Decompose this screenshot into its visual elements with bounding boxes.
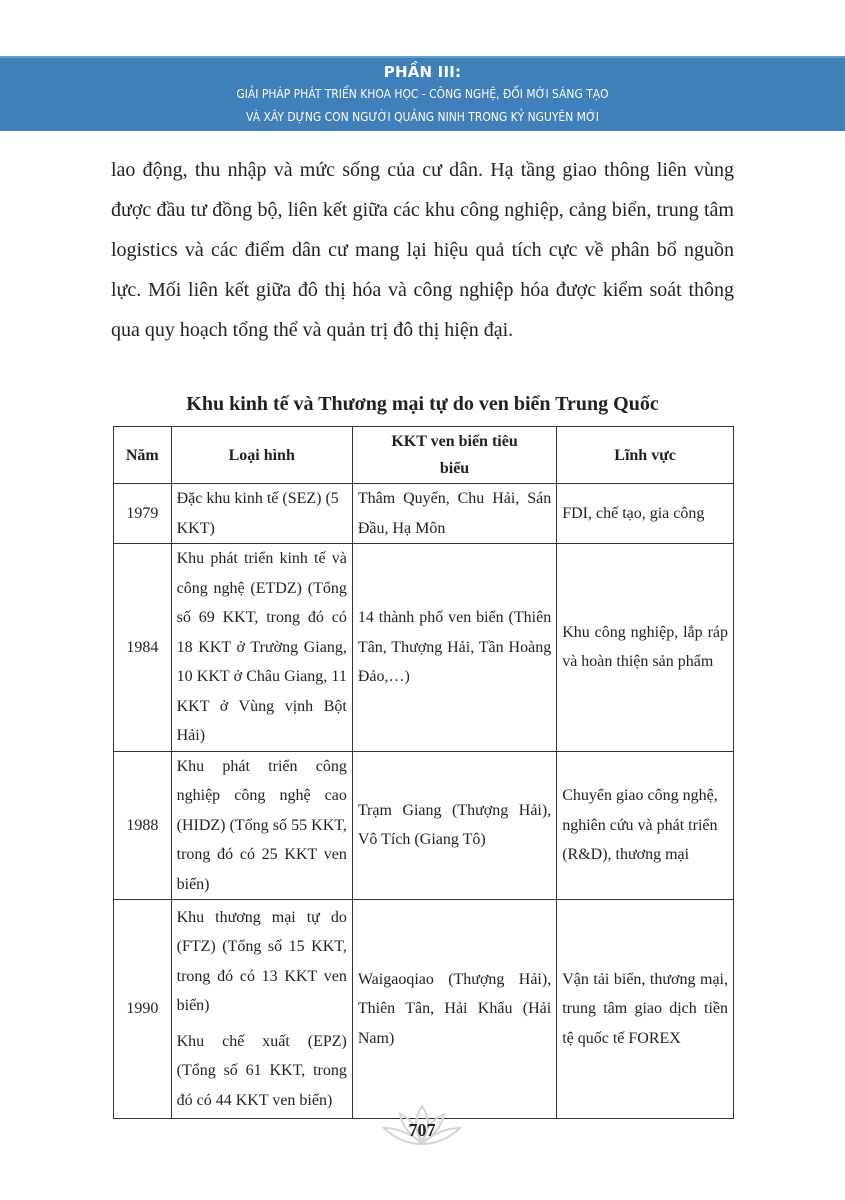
table-row [114,751,734,900]
header-type: Loại hình [171,427,352,484]
part-title: PHẦN III: [383,63,462,81]
part-subtitle-line-2: VÀ XÂY DỰNG CON NGƯỜI QUẢNG NINH TRONG KỶ NGUYÊN MỚI [246,109,599,124]
cell-type: Khu phát triển kinh tế và công nghệ (ETDZ) (Tổng số 69 KKT, trong đó có 18 KKT ở Trường Giang, 10 KKT ở Châu Giang, 11 KKT ở Vùng vịnh Bột Hải) [171,544,352,752]
cell-zones: Trạm Giang (Thượng Hải), Vô Tích (Giang Tô) [352,751,556,900]
cell-type: Đặc khu kinh tế (SEZ) (5 KKT) [171,484,352,544]
cell-field: Chuyển giao công nghệ, nghiên cứu và phát triển (R&D), thương mại [557,751,734,900]
cell-type-ftz: Khu thương mại tự do (FTZ) (Tổng số 15 KKT, trong đó có 13 KKT ven biển) [176,908,347,1015]
cell-type: Khu phát triển công nghiệp công nghệ cao (HIDZ) (Tổng số 55 KKT, trong đó có 25 KKT ven biển) [171,751,352,900]
cell-year: 1979 [114,484,172,544]
part-subtitle-line-1: GIẢI PHÁP PHÁT TRIỂN KHOA HỌC - CÔNG NGHỆ, ĐỔI MỚI SÁNG TẠO [236,86,609,101]
table-header-row [114,427,734,484]
cell-year: 1988 [114,751,172,900]
cell-field: Vận tải biển, thương mại, trung tâm giao dịch tiền tệ quốc tế FOREX [557,900,734,1119]
cell-field: FDI, chế tạo, gia công [557,484,734,544]
body-paragraph: lao động, thu nhập và mức sống của cư dân. Hạ tầng giao thông liên vùng được đầu tư đồng bộ, liên kết giữa các khu công nghiệp, cảng biển, trung tâm logistics và các điểm dân cư mang lại hiệu quả tích cực về phân bổ nguồn lực. Mối liên kết giữa đô thị hóa và công nghiệp hóa được kiểm soát thông qua quy hoạch tổng thể và quản trị đô thị hiện đại. [111,159,734,341]
economic-zones-table [113,426,734,1119]
table-caption: Khu kinh tế và Thương mại tự do ven biển Trung Quốc [186,393,659,415]
cell-type [171,900,352,1119]
header-zones: KKT ven biển tiêu biểu [352,427,556,484]
section-header-banner [0,56,845,131]
cell-zones: Thâm Quyến, Chu Hải, Sán Đầu, Hạ Môn [352,484,556,544]
header-field: Lĩnh vực [557,427,734,484]
cell-year: 1984 [114,544,172,752]
page-number: 707 [408,1120,436,1140]
header-year: Năm [114,427,172,484]
cell-type-epz: Khu chế xuất (EPZ) (Tổng số 61 KKT, trong đó có 44 KKT ven biển) [176,1032,347,1109]
cell-zones: 14 thành phố ven biển (Thiên Tân, Thượng Hải, Tần Hoàng Đảo,…) [352,544,556,752]
cell-year: 1990 [114,900,172,1119]
table-row [114,484,734,544]
cell-zones: Waigaoqiao (Thượng Hải), Thiên Tân, Hải Khẩu (Hải Nam) [352,900,556,1119]
table-row [114,900,734,1119]
table-row [114,544,734,752]
page-number-footer [372,1100,472,1160]
cell-field: Khu công nghiệp, lắp ráp và hoàn thiện sản phẩm [557,544,734,752]
